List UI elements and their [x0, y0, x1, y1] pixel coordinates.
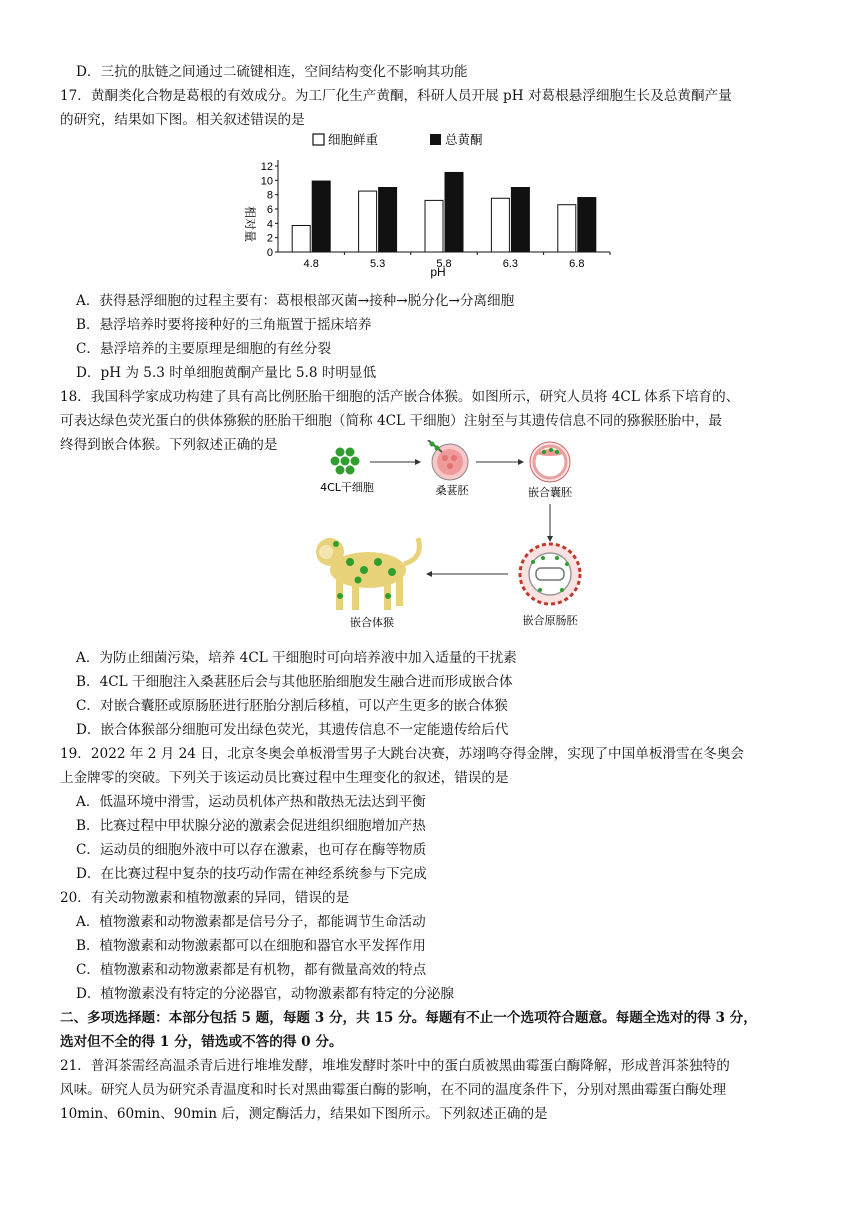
- q19-option-d: D．在比赛过程中复杂的技巧动作需在神经系统参与下完成: [76, 866, 427, 882]
- x-tick-label: 4.8: [303, 258, 319, 270]
- y-tick-label: 10: [260, 175, 273, 188]
- stem-cell-cluster: [331, 448, 360, 475]
- q18-option-b: B．4CL 干细胞注入桑葚胚后会与其他胚胎细胞发生融合进而形成嵌合体: [76, 674, 513, 690]
- q17-bar-chart: [232, 130, 632, 280]
- section-heading-line2: 选对但不全的得 1 分，错选或不答的得 0 分。: [60, 1034, 343, 1050]
- blastocyst-icon: [530, 442, 570, 482]
- y-tick-label: 4: [266, 218, 273, 231]
- q18-chimera-diagram: [300, 440, 620, 640]
- section-heading-line1: 二、多项选择题：本部分包括 5 题，每题 3 分，共 15 分。每题有不止一个选项符合题意。每题全选对的得 3 分，: [60, 1010, 757, 1026]
- y-tick-label: 8: [266, 189, 273, 202]
- chart-x-ticks: [304, 252, 610, 270]
- q17-option-d: D．pH 为 5.3 时单细胞黄酮产量比 5.8 时明显低: [76, 365, 377, 381]
- x-tick-label: 6.3: [502, 258, 519, 270]
- x-axis-label: pH: [430, 265, 446, 279]
- chart-legend: [313, 132, 483, 147]
- q16-option-d: D．三抗的肽链之间通过二硫键相连，空间结构变化不影响其功能: [76, 64, 468, 80]
- gastrula-icon: [520, 544, 580, 604]
- chart-bars: [292, 172, 596, 252]
- q19-option-c: C．运动员的细胞外液中可以存在激素，也可存在酶等物质: [76, 842, 427, 858]
- bar-flavonoid: [511, 188, 529, 253]
- q20-option-c: C．植物激素和动物激素都是有机物，都有微量高效的特点: [76, 962, 427, 978]
- q19-option-b: B．比赛过程中甲状腺分泌的激素会促进组织细胞增加产热: [76, 818, 426, 834]
- q18-option-a: A．为防止细菌污染，培养 4CL 干细胞时可向培养液中加入适量的干扰素: [76, 650, 517, 666]
- bar-fresh-weight: [292, 225, 310, 252]
- q18-stem-line1: 18．我国科学家成功构建了具有高比例胚胎干细胞的活产嵌合体猴。如图所示，研究人员将 4CL 体系下培育的、: [60, 389, 740, 405]
- bar-fresh-weight: [491, 198, 509, 252]
- q18-option-d: D．嵌合体猴部分细胞可发出绿色荧光，其遗传信息不一定能遗传给后代: [76, 722, 509, 738]
- q21-stem-line3: 10min、60min、90min 后，测定酶活力，结果如下图所示。下列叙述正确的是: [60, 1106, 548, 1122]
- q19-option-a: A．低温环境中滑雪，运动员机体产热和散热无法达到平衡: [76, 794, 426, 810]
- q18-stem-line2: 可表达绿色荧光蛋白的供体猕猴的胚胎干细胞（简称 4CL 干细胞）注射至与其遗传信息不同的猕猴胚胎中，最: [60, 413, 723, 429]
- x-tick-label: 5.8: [436, 258, 452, 270]
- label-monkey: 嵌合体猴: [350, 616, 394, 629]
- chart-y-ticks: [261, 161, 278, 259]
- arrow-right-icon: [476, 459, 524, 465]
- bar-fresh-weight: [359, 191, 377, 252]
- q19-stem-line2: 上金牌零的突破。下列关于该运动员比赛过程中生理变化的叙述，错误的是: [60, 770, 509, 786]
- chimeric-monkey-icon: [316, 538, 419, 610]
- q19-stem-line1: 19．2022 年 2 月 24 日，北京冬奥会单板滑雪男子大跳台决赛，苏翊鸣夺得金牌，实现了中国单板滑雪在冬奥会: [60, 746, 744, 762]
- q21-stem-line1: 21．普洱茶需经高温杀青后进行堆堆发酵，堆堆发酵时茶叶中的蛋白质被黑曲霉蛋白酶降解，形成普洱茶独特的: [60, 1058, 730, 1074]
- y-tick-label: 2: [266, 232, 273, 245]
- q17-option-b: B．悬浮培养时要将接种好的三角瓶置于摇床培养: [76, 317, 372, 333]
- bar-flavonoid: [312, 181, 330, 252]
- label-blastocyst: 嵌合囊胚: [528, 486, 572, 499]
- label-gastrula: 嵌合原肠胚: [522, 614, 578, 627]
- legend-swatch-flavonoid: [430, 134, 441, 145]
- y-tick-label: 12: [260, 161, 273, 173]
- y-tick-label: 0: [266, 247, 273, 259]
- q20-option-b: B．植物激素和动物激素都可以在细胞和器官水平发挥作用: [76, 938, 426, 954]
- y-axis-label: 相对量: [243, 206, 257, 243]
- bar-flavonoid: [445, 172, 463, 252]
- x-tick-label: 5.3: [369, 258, 386, 270]
- legend-label-fresh-weight: 细胞鲜重: [328, 133, 379, 147]
- legend-label-flavonoid: 总黄酮: [445, 133, 483, 147]
- arrow-left-icon: [426, 571, 508, 577]
- q20-stem: 20．有关动物激素和植物激素的异同，错误的是: [60, 890, 350, 906]
- q20-option-a: A．植物激素和动物激素都是信号分子，都能调节生命活动: [76, 914, 426, 930]
- bar-fresh-weight: [425, 200, 443, 252]
- q17-option-a: A．获得悬浮细胞的过程主要有：葛根根部灭菌→接种→脱分化→分离细胞: [76, 293, 515, 309]
- label-stem-cell: 4CL干细胞: [320, 481, 374, 494]
- bar-flavonoid: [379, 188, 397, 253]
- q17-option-c: C．悬浮培养的主要原理是细胞的有丝分裂: [76, 341, 332, 357]
- arrow-right-icon: [370, 459, 421, 465]
- q18-stem-line3: 终得到嵌合体猴。下列叙述正确的是: [60, 437, 278, 453]
- y-tick-label: 6: [266, 204, 273, 216]
- q17-stem-line2: 的研究，结果如下图。相关叙述错误的是: [60, 112, 305, 128]
- legend-swatch-fresh-weight: [313, 134, 324, 145]
- q17-stem-line1: 17．黄酮类化合物是葛根的有效成分。为工厂化生产黄酮，科研人员开展 pH 对葛根悬浮细胞生长及总黄酮产量: [60, 88, 732, 104]
- bar-fresh-weight: [558, 205, 576, 252]
- bar-flavonoid: [578, 198, 596, 252]
- x-tick-label: 6.8: [569, 258, 585, 270]
- q20-option-d: D．植物激素没有特定的分泌器官，动物激素都有特定的分泌腺: [76, 986, 454, 1002]
- arrow-down-icon: [547, 504, 553, 542]
- morula-icon: [428, 440, 468, 480]
- label-morula: 桑葚胚: [435, 484, 469, 497]
- q18-option-c: C．对嵌合囊胚或原肠胚进行胚胎分割后移植，可以产生更多的嵌合体猴: [76, 698, 508, 714]
- q21-stem-line2: 风味。研究人员为研究杀青温度和时长对黑曲霉蛋白酶的影响，在不同的温度条件下，分别对黑曲霉蛋白酶处理: [60, 1082, 727, 1098]
